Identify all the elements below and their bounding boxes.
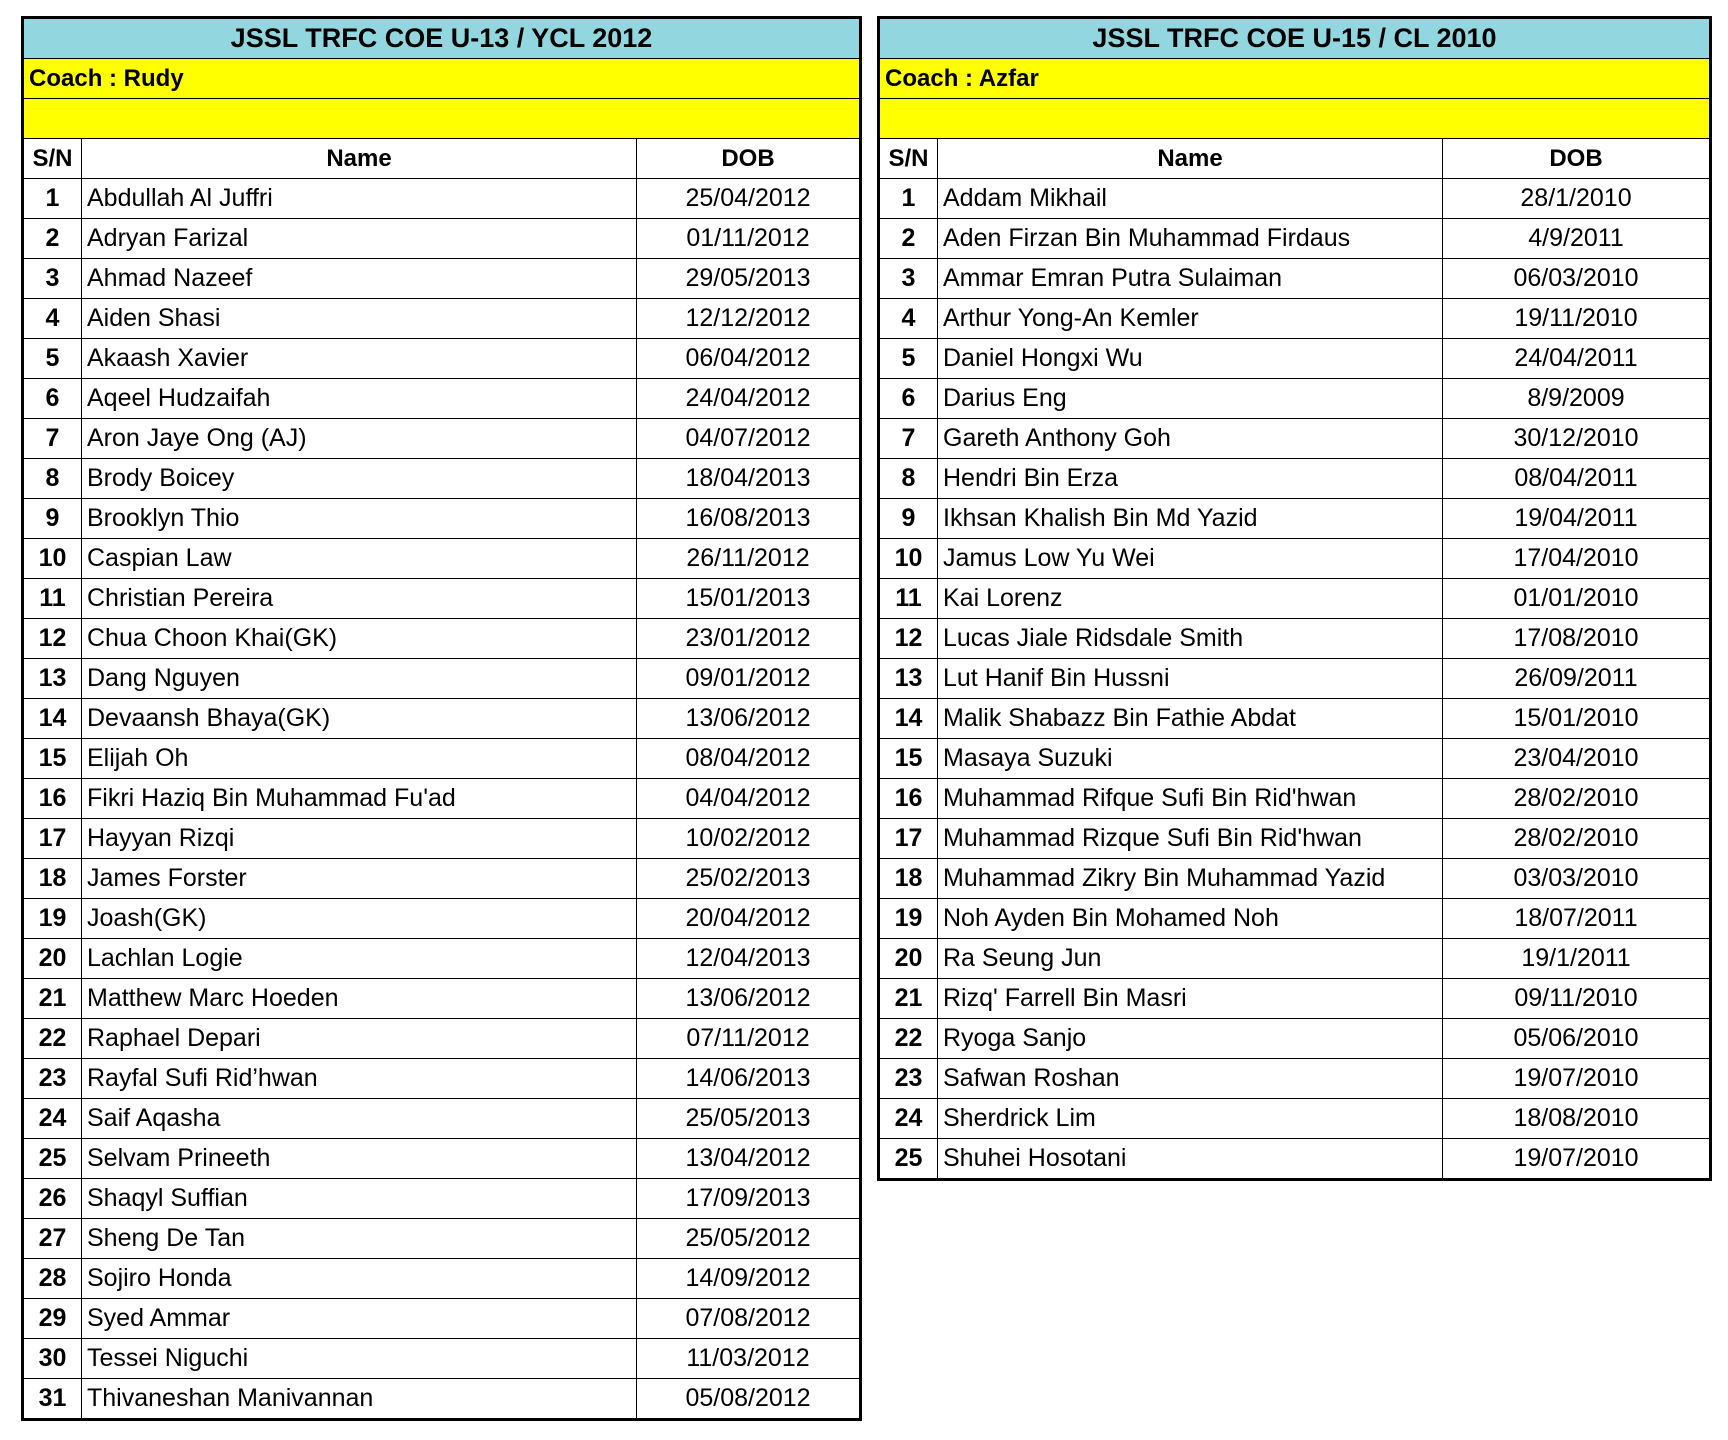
row-number: 8 [24, 459, 82, 499]
date-of-birth: 05/06/2010 [1443, 1019, 1710, 1059]
table-row [24, 1059, 860, 1099]
player-name: Syed Ammar [82, 1299, 637, 1339]
row-number: 20 [24, 939, 82, 979]
date-of-birth: 14/09/2012 [637, 1259, 860, 1299]
row-number: 26 [24, 1179, 82, 1219]
date-of-birth: 12/12/2012 [637, 299, 860, 339]
table-row [24, 1379, 860, 1419]
roster-table-u13 [23, 18, 860, 1419]
player-name: Muhammad Zikry Bin Muhammad Yazid [938, 859, 1443, 899]
table-row [880, 1019, 1710, 1059]
date-of-birth: 15/01/2010 [1443, 699, 1710, 739]
player-name: Fikri Haziq Bin Muhammad Fu'ad [82, 779, 637, 819]
table-row [24, 419, 860, 459]
date-of-birth: 24/04/2011 [1443, 339, 1710, 379]
table-row [880, 379, 1710, 419]
table-row [24, 379, 860, 419]
row-number: 8 [880, 459, 938, 499]
table-row [880, 219, 1710, 259]
player-name: Aron Jaye Ong (AJ) [82, 419, 637, 459]
player-name: Lucas Jiale Ridsdale Smith [938, 619, 1443, 659]
date-of-birth: 25/02/2013 [637, 859, 860, 899]
column-header-name: Name [82, 139, 637, 179]
date-of-birth: 18/04/2013 [637, 459, 860, 499]
date-of-birth: 17/04/2010 [1443, 539, 1710, 579]
coach-label: Coach : Rudy [24, 59, 860, 99]
table-row [880, 499, 1710, 539]
row-number: 11 [880, 579, 938, 619]
date-of-birth: 4/9/2011 [1443, 219, 1710, 259]
player-name: Ra Seung Jun [938, 939, 1443, 979]
row-number: 25 [24, 1139, 82, 1179]
date-of-birth: 19/04/2011 [1443, 499, 1710, 539]
blank-banner-row [880, 99, 1710, 139]
row-number: 14 [880, 699, 938, 739]
date-of-birth: 07/11/2012 [637, 1019, 860, 1059]
player-name: Ikhsan Khalish Bin Md Yazid [938, 499, 1443, 539]
player-name: Christian Pereira [82, 579, 637, 619]
player-name: Muhammad Rizque Sufi Bin Rid'hwan [938, 819, 1443, 859]
date-of-birth: 11/03/2012 [637, 1339, 860, 1379]
table-row [24, 739, 860, 779]
date-of-birth: 29/05/2013 [637, 259, 860, 299]
table-row [880, 739, 1710, 779]
player-name: Sojiro Honda [82, 1259, 637, 1299]
table-row [24, 819, 860, 859]
row-number: 10 [880, 539, 938, 579]
row-number: 31 [24, 1379, 82, 1419]
player-name: Ryoga Sanjo [938, 1019, 1443, 1059]
player-name: Aiden Shasi [82, 299, 637, 339]
table-row [24, 1339, 860, 1379]
date-of-birth: 04/04/2012 [637, 779, 860, 819]
date-of-birth: 12/04/2013 [637, 939, 860, 979]
player-name: Shuhei Hosotani [938, 1139, 1443, 1179]
row-number: 5 [880, 339, 938, 379]
table-row [24, 339, 860, 379]
roster-body [24, 179, 860, 1419]
row-number: 22 [880, 1019, 938, 1059]
team-title: JSSL TRFC COE U-13 / YCL 2012 [24, 19, 860, 59]
date-of-birth: 10/02/2012 [637, 819, 860, 859]
row-number: 16 [24, 779, 82, 819]
date-of-birth: 09/01/2012 [637, 659, 860, 699]
row-number: 25 [880, 1139, 938, 1179]
table-row [880, 1059, 1710, 1099]
date-of-birth: 25/04/2012 [637, 179, 860, 219]
player-name: Dang Nguyen [82, 659, 637, 699]
player-name: Selvam Prineeth [82, 1139, 637, 1179]
table-row [24, 299, 860, 339]
table-row [24, 219, 860, 259]
player-name: Brooklyn Thio [82, 499, 637, 539]
table-row [24, 539, 860, 579]
row-number: 15 [880, 739, 938, 779]
table-row [24, 979, 860, 1019]
coach-label: Coach : Azfar [880, 59, 1710, 99]
table-row [24, 459, 860, 499]
table-row [880, 779, 1710, 819]
table-row [880, 699, 1710, 739]
date-of-birth: 17/09/2013 [637, 1179, 860, 1219]
row-number: 1 [24, 179, 82, 219]
column-header-sn: S/N [880, 139, 938, 179]
date-of-birth: 19/07/2010 [1443, 1059, 1710, 1099]
table-row [24, 1139, 860, 1179]
row-number: 15 [24, 739, 82, 779]
date-of-birth: 26/09/2011 [1443, 659, 1710, 699]
date-of-birth: 03/03/2010 [1443, 859, 1710, 899]
player-name: Darius Eng [938, 379, 1443, 419]
roster-sheet-u15 [877, 16, 1712, 1181]
row-number: 9 [24, 499, 82, 539]
date-of-birth: 28/1/2010 [1443, 179, 1710, 219]
player-name: Daniel Hongxi Wu [938, 339, 1443, 379]
row-number: 29 [24, 1299, 82, 1339]
roster-body [880, 179, 1710, 1179]
table-row [880, 819, 1710, 859]
row-number: 16 [880, 779, 938, 819]
table-row [24, 1299, 860, 1339]
team-title: JSSL TRFC COE U-15 / CL 2010 [880, 19, 1710, 59]
row-number: 28 [24, 1259, 82, 1299]
date-of-birth: 13/06/2012 [637, 979, 860, 1019]
table-row [24, 1259, 860, 1299]
date-of-birth: 20/04/2012 [637, 899, 860, 939]
blank-banner-row [24, 99, 860, 139]
date-of-birth: 13/06/2012 [637, 699, 860, 739]
date-of-birth: 23/01/2012 [637, 619, 860, 659]
row-number: 19 [880, 899, 938, 939]
date-of-birth: 18/07/2011 [1443, 899, 1710, 939]
row-number: 27 [24, 1219, 82, 1259]
row-number: 23 [880, 1059, 938, 1099]
table-row [880, 179, 1710, 219]
player-name: Jamus Low Yu Wei [938, 539, 1443, 579]
player-name: Saif Aqasha [82, 1099, 637, 1139]
column-header-sn: S/N [24, 139, 82, 179]
player-name: Chua Choon Khai(GK) [82, 619, 637, 659]
table-row [880, 299, 1710, 339]
date-of-birth: 23/04/2010 [1443, 739, 1710, 779]
player-name: Kai Lorenz [938, 579, 1443, 619]
player-name: Abdullah Al Juffri [82, 179, 637, 219]
player-name: Akaash Xavier [82, 339, 637, 379]
player-name: Tessei Niguchi [82, 1339, 637, 1379]
date-of-birth: 01/01/2010 [1443, 579, 1710, 619]
row-number: 10 [24, 539, 82, 579]
date-of-birth: 13/04/2012 [637, 1139, 860, 1179]
date-of-birth: 06/03/2010 [1443, 259, 1710, 299]
player-name: Muhammad Rifque Sufi Bin Rid'hwan [938, 779, 1443, 819]
row-number: 21 [880, 979, 938, 1019]
player-name: Arthur Yong-An Kemler [938, 299, 1443, 339]
table-row [24, 699, 860, 739]
player-name: Hayyan Rizqi [82, 819, 637, 859]
table-row [24, 1099, 860, 1139]
date-of-birth: 28/02/2010 [1443, 819, 1710, 859]
table-row [24, 259, 860, 299]
player-name: Gareth Anthony Goh [938, 419, 1443, 459]
roster-table-u15 [879, 18, 1710, 1179]
player-name: Lachlan Logie [82, 939, 637, 979]
player-name: Sherdrick Lim [938, 1099, 1443, 1139]
table-row [24, 779, 860, 819]
table-row [24, 579, 860, 619]
date-of-birth: 16/08/2013 [637, 499, 860, 539]
table-row [880, 459, 1710, 499]
player-name: Lut Hanif Bin Hussni [938, 659, 1443, 699]
table-row [880, 899, 1710, 939]
row-number: 13 [24, 659, 82, 699]
player-name: Caspian Law [82, 539, 637, 579]
row-number: 6 [24, 379, 82, 419]
table-row [880, 859, 1710, 899]
row-number: 2 [880, 219, 938, 259]
date-of-birth: 28/02/2010 [1443, 779, 1710, 819]
player-name: Ahmad Nazeef [82, 259, 637, 299]
player-name: Adryan Farizal [82, 219, 637, 259]
table-row [24, 659, 860, 699]
table-row [880, 259, 1710, 299]
player-name: Addam Mikhail [938, 179, 1443, 219]
row-number: 17 [24, 819, 82, 859]
row-number: 6 [880, 379, 938, 419]
row-number: 3 [880, 259, 938, 299]
player-name: Malik Shabazz Bin Fathie Abdat [938, 699, 1443, 739]
date-of-birth: 30/12/2010 [1443, 419, 1710, 459]
date-of-birth: 05/08/2012 [637, 1379, 860, 1419]
player-name: Ammar Emran Putra Sulaiman [938, 259, 1443, 299]
row-number: 18 [880, 859, 938, 899]
table-row [880, 659, 1710, 699]
player-name: Aden Firzan Bin Muhammad Firdaus [938, 219, 1443, 259]
row-number: 14 [24, 699, 82, 739]
date-of-birth: 04/07/2012 [637, 419, 860, 459]
table-row [880, 1099, 1710, 1139]
row-number: 7 [24, 419, 82, 459]
date-of-birth: 8/9/2009 [1443, 379, 1710, 419]
column-header-dob: DOB [1443, 139, 1710, 179]
date-of-birth: 25/05/2013 [637, 1099, 860, 1139]
row-number: 23 [24, 1059, 82, 1099]
date-of-birth: 19/11/2010 [1443, 299, 1710, 339]
player-name: Sheng De Tan [82, 1219, 637, 1259]
table-row [24, 499, 860, 539]
column-header-name: Name [938, 139, 1443, 179]
player-name: Devaansh Bhaya(GK) [82, 699, 637, 739]
table-row [880, 539, 1710, 579]
player-name: Noh Ayden Bin Mohamed Noh [938, 899, 1443, 939]
roster-sheet-u13 [21, 16, 862, 1421]
date-of-birth: 26/11/2012 [637, 539, 860, 579]
date-of-birth: 18/08/2010 [1443, 1099, 1710, 1139]
player-name: Rizq' Farrell Bin Masri [938, 979, 1443, 1019]
row-number: 4 [24, 299, 82, 339]
player-name: Raphael Depari [82, 1019, 637, 1059]
player-name: Rayfal Sufi Rid’hwan [82, 1059, 637, 1099]
row-number: 19 [24, 899, 82, 939]
row-number: 5 [24, 339, 82, 379]
row-number: 22 [24, 1019, 82, 1059]
table-row [24, 859, 860, 899]
row-number: 7 [880, 419, 938, 459]
player-name: Shaqyl Suffian [82, 1179, 637, 1219]
row-number: 9 [880, 499, 938, 539]
table-row [880, 419, 1710, 459]
date-of-birth: 14/06/2013 [637, 1059, 860, 1099]
row-number: 24 [880, 1099, 938, 1139]
table-row [24, 1019, 860, 1059]
table-row [880, 979, 1710, 1019]
table-row [24, 939, 860, 979]
player-name: James Forster [82, 859, 637, 899]
row-number: 18 [24, 859, 82, 899]
row-number: 12 [24, 619, 82, 659]
table-row [880, 619, 1710, 659]
row-number: 3 [24, 259, 82, 299]
date-of-birth: 08/04/2012 [637, 739, 860, 779]
row-number: 13 [880, 659, 938, 699]
row-number: 12 [880, 619, 938, 659]
player-name: Joash(GK) [82, 899, 637, 939]
player-name: Matthew Marc Hoeden [82, 979, 637, 1019]
date-of-birth: 19/07/2010 [1443, 1139, 1710, 1179]
date-of-birth: 09/11/2010 [1443, 979, 1710, 1019]
date-of-birth: 25/05/2012 [637, 1219, 860, 1259]
player-name: Thivaneshan Manivannan [82, 1379, 637, 1419]
table-row [24, 1219, 860, 1259]
table-row [880, 939, 1710, 979]
player-name: Hendri Bin Erza [938, 459, 1443, 499]
table-row [24, 899, 860, 939]
date-of-birth: 08/04/2011 [1443, 459, 1710, 499]
row-number: 11 [24, 579, 82, 619]
table-row [880, 339, 1710, 379]
row-number: 4 [880, 299, 938, 339]
table-row [880, 579, 1710, 619]
player-name: Masaya Suzuki [938, 739, 1443, 779]
date-of-birth: 07/08/2012 [637, 1299, 860, 1339]
column-header-dob: DOB [637, 139, 860, 179]
date-of-birth: 01/11/2012 [637, 219, 860, 259]
row-number: 30 [24, 1339, 82, 1379]
player-name: Brody Boicey [82, 459, 637, 499]
date-of-birth: 17/08/2010 [1443, 619, 1710, 659]
date-of-birth: 15/01/2013 [637, 579, 860, 619]
row-number: 2 [24, 219, 82, 259]
date-of-birth: 06/04/2012 [637, 339, 860, 379]
row-number: 21 [24, 979, 82, 1019]
table-row [880, 1139, 1710, 1179]
date-of-birth: 19/1/2011 [1443, 939, 1710, 979]
player-name: Safwan Roshan [938, 1059, 1443, 1099]
date-of-birth: 24/04/2012 [637, 379, 860, 419]
table-row [24, 619, 860, 659]
row-number: 1 [880, 179, 938, 219]
row-number: 17 [880, 819, 938, 859]
player-name: Aqeel Hudzaifah [82, 379, 637, 419]
table-row [24, 179, 860, 219]
table-row [24, 1179, 860, 1219]
row-number: 20 [880, 939, 938, 979]
row-number: 24 [24, 1099, 82, 1139]
player-name: Elijah Oh [82, 739, 637, 779]
